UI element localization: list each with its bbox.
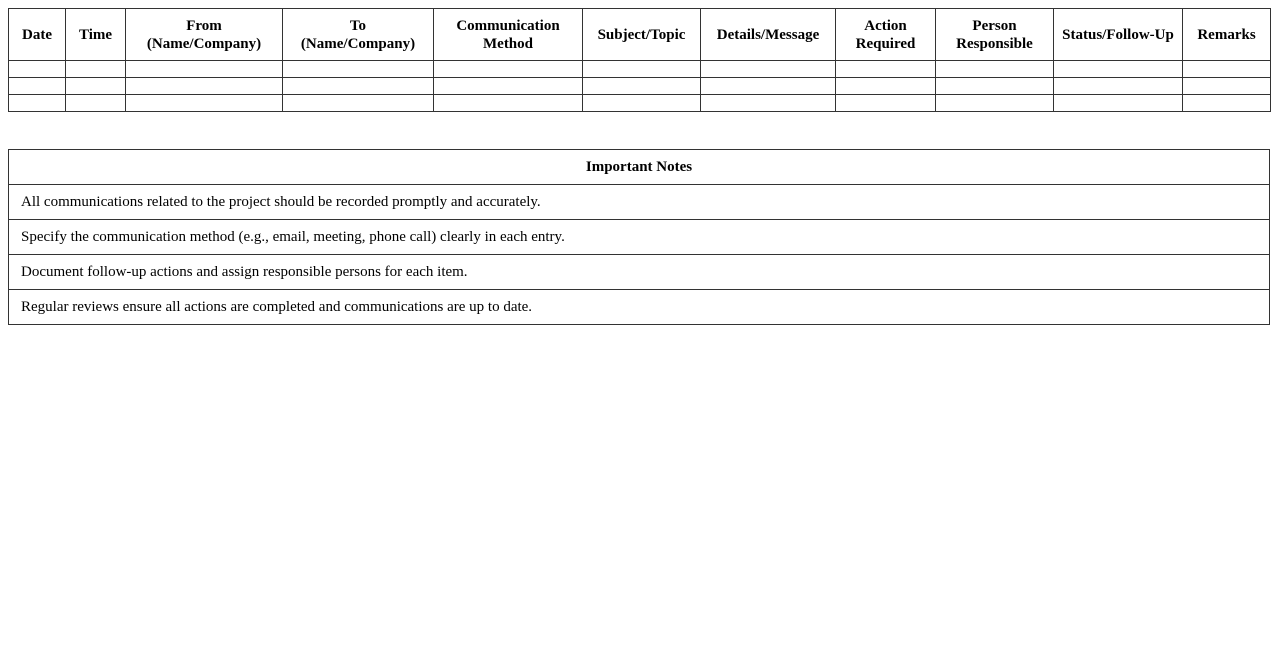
column-header-action-required: Action Required (836, 9, 936, 61)
column-header-subject-topic: Subject/Topic (583, 9, 701, 61)
column-header-status-follow-up: Status/Follow-Up (1054, 9, 1183, 61)
table-header-row (9, 9, 1271, 61)
table-cell[interactable] (66, 78, 126, 95)
column-header-from-name-company: From (Name/Company) (126, 9, 283, 61)
note-row (9, 290, 1270, 325)
table-cell[interactable] (66, 61, 126, 78)
table-cell[interactable] (1183, 78, 1271, 95)
table-row (9, 78, 1271, 95)
note-text: Regular reviews ensure all actions are completed and communications are up to date. (9, 290, 1270, 325)
communication-log-table (8, 8, 1271, 112)
table-cell[interactable] (283, 78, 434, 95)
column-header-details-message: Details/Message (701, 9, 836, 61)
table-cell[interactable] (434, 78, 583, 95)
notes-title: Important Notes (9, 150, 1270, 185)
table-cell[interactable] (434, 95, 583, 112)
table-cell[interactable] (66, 95, 126, 112)
table-cell[interactable] (836, 78, 936, 95)
important-notes-table (8, 149, 1270, 325)
table-cell[interactable] (583, 78, 701, 95)
table-cell[interactable] (1054, 61, 1183, 78)
table-row (9, 95, 1271, 112)
column-header-person-responsible: Person Responsible (936, 9, 1054, 61)
note-row (9, 220, 1270, 255)
table-cell[interactable] (936, 61, 1054, 78)
note-row (9, 185, 1270, 220)
table-cell[interactable] (1054, 95, 1183, 112)
table-cell[interactable] (583, 95, 701, 112)
note-text: Specify the communication method (e.g., email, meeting, phone call) clearly in each entry. (9, 220, 1270, 255)
table-cell[interactable] (836, 95, 936, 112)
column-header-communication-method: Communication Method (434, 9, 583, 61)
table-cell[interactable] (283, 95, 434, 112)
table-cell[interactable] (1054, 78, 1183, 95)
column-header-to-name-company: To (Name/Company) (283, 9, 434, 61)
note-text: All communications related to the project should be recorded promptly and accurately. (9, 185, 1270, 220)
table-cell[interactable] (701, 61, 836, 78)
column-header-remarks: Remarks (1183, 9, 1271, 61)
notes-header-row (9, 150, 1270, 185)
table-row (9, 61, 1271, 78)
table-cell[interactable] (583, 61, 701, 78)
table-cell[interactable] (9, 61, 66, 78)
table-cell[interactable] (9, 78, 66, 95)
table-cell[interactable] (936, 78, 1054, 95)
table-cell[interactable] (9, 95, 66, 112)
column-header-date: Date (9, 9, 66, 61)
table-cell[interactable] (434, 61, 583, 78)
table-cell[interactable] (126, 78, 283, 95)
table-cell[interactable] (701, 78, 836, 95)
column-header-time: Time (66, 9, 126, 61)
table-cell[interactable] (836, 61, 936, 78)
table-cell[interactable] (701, 95, 836, 112)
note-row (9, 255, 1270, 290)
table-cell[interactable] (1183, 61, 1271, 78)
table-cell[interactable] (126, 61, 283, 78)
table-cell[interactable] (936, 95, 1054, 112)
note-text: Document follow-up actions and assign responsible persons for each item. (9, 255, 1270, 290)
table-cell[interactable] (283, 61, 434, 78)
table-cell[interactable] (126, 95, 283, 112)
table-cell[interactable] (1183, 95, 1271, 112)
